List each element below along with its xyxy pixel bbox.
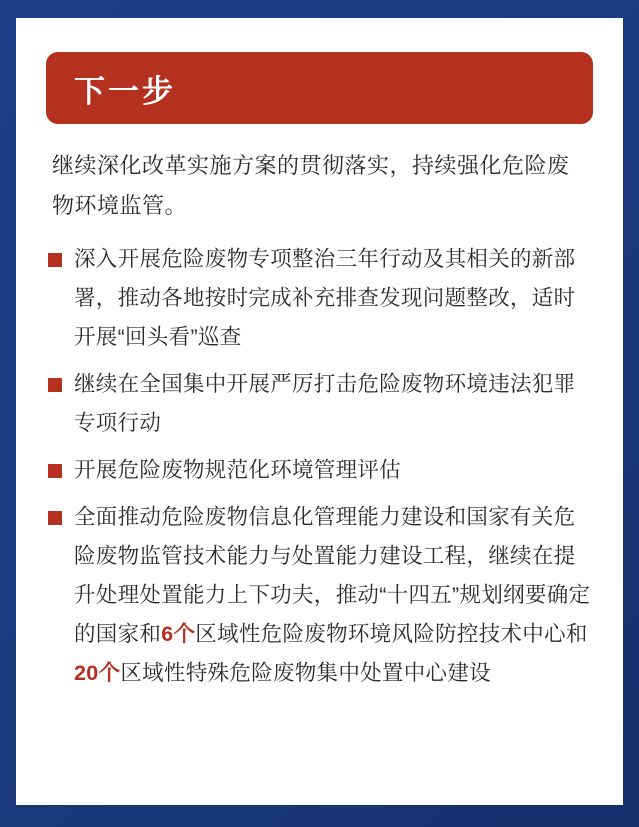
list-item: [48, 498, 591, 693]
list-item-text: [74, 365, 591, 443]
section-heading-banner: [46, 52, 593, 124]
text-segment: 开展危险废物规范化环境管理评估: [74, 458, 402, 482]
square-bullet-icon: [48, 464, 62, 478]
content-card: [16, 18, 623, 805]
square-bullet-icon: [48, 511, 62, 525]
text-segment: 区域性特殊危险废物集中处置中心建设: [120, 661, 491, 685]
text-segment: 深入开展危险废物专项整治三年行动及其相关的新部署，推动各地按时完成补充排查发现问题整改，适时开展“回头看”巡查: [74, 247, 576, 349]
list-item-text: [74, 451, 591, 490]
list-item: [48, 365, 591, 443]
square-bullet-icon: [48, 378, 62, 392]
list-item-text: [74, 240, 591, 357]
bullet-list: [46, 240, 593, 693]
list-item: [48, 240, 591, 357]
list-item: [48, 451, 591, 490]
lead-paragraph: 继续深化改革实施方案的贯彻落实，持续强化危险废物环境监管。: [52, 153, 570, 218]
list-item-text: [74, 498, 591, 693]
text-segment: 区域性危险废物环境风险防控技术中心和: [195, 622, 588, 646]
text-segment: 继续在全国集中开展严厉打击危险废物环境违法犯罪专项行动: [74, 372, 576, 435]
square-bullet-icon: [48, 253, 62, 267]
highlighted-number: 20个: [74, 661, 121, 685]
text-segment: 全面推动危险废物信息化管理能力建设和国家有关危险废物监管技术能力与处置能力建设工程，继续在提升处理处置能力上下功夫，推动“十四五”规划纲要确定的国家和: [74, 505, 591, 646]
page-title: 下一步: [74, 73, 176, 109]
bottom-strip: [0, 805, 639, 827]
highlighted-number: 6个: [161, 622, 196, 646]
